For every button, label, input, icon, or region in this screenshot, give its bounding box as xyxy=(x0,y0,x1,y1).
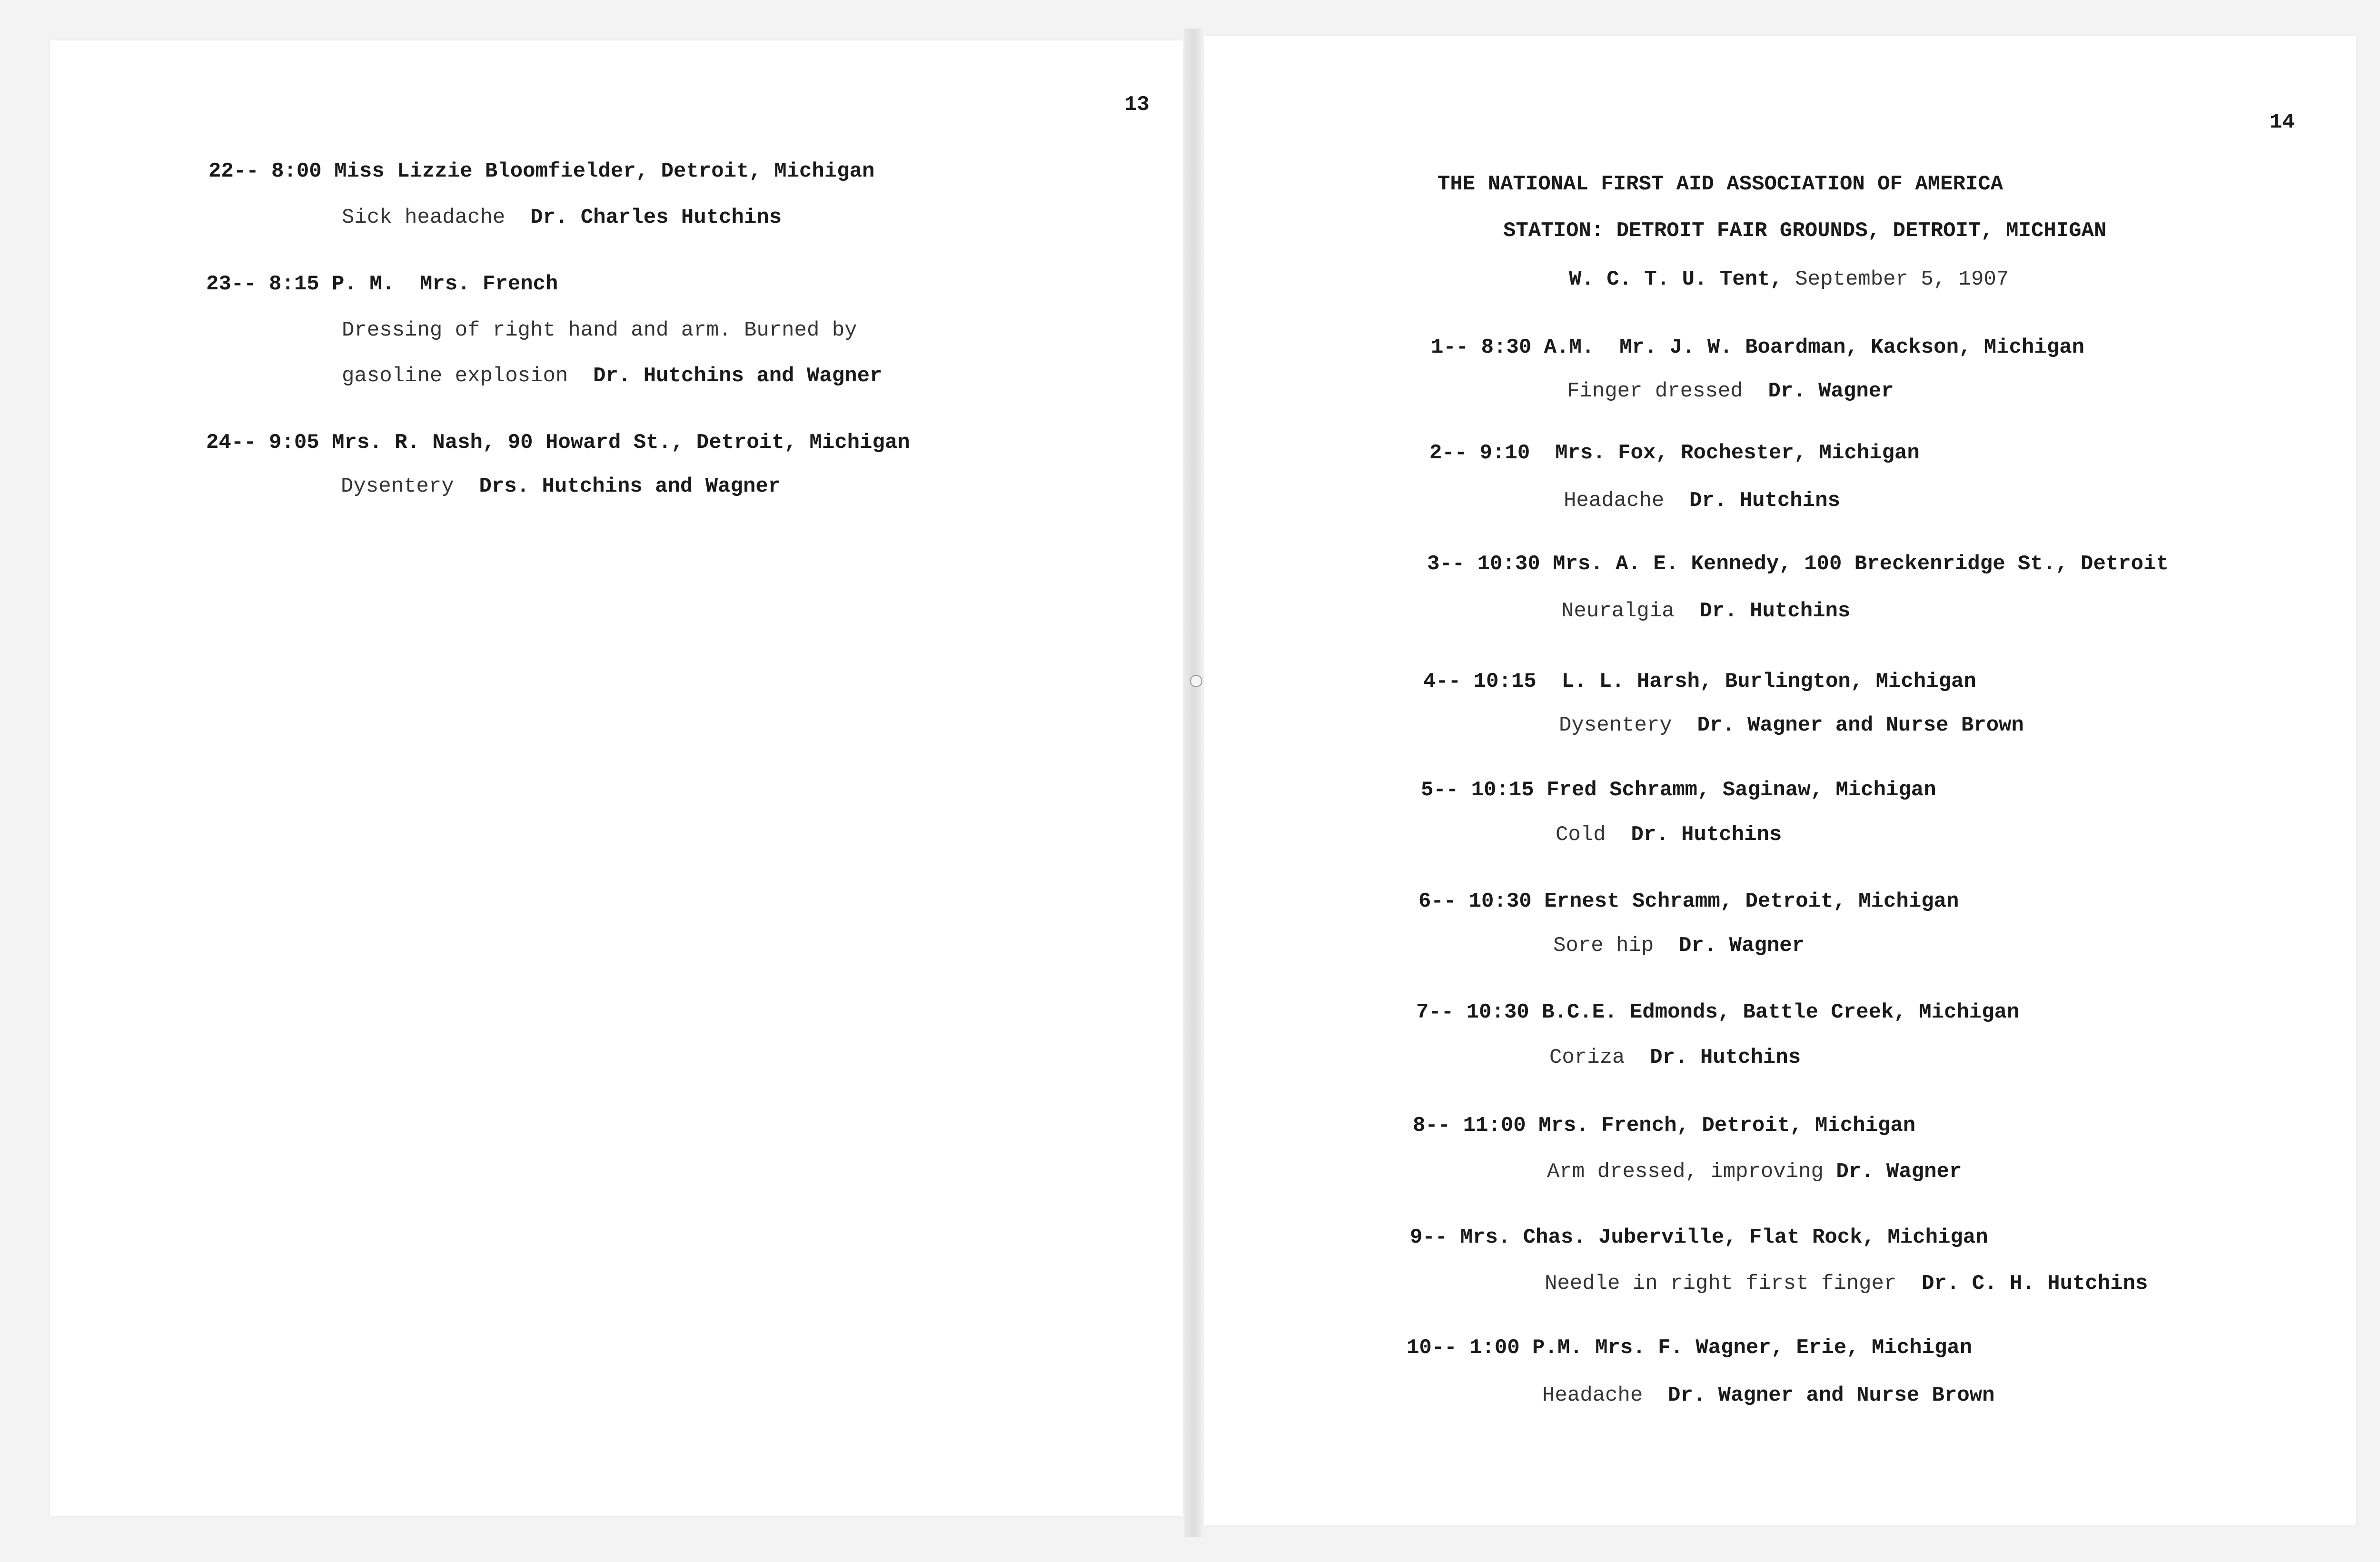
diagnosis-line xyxy=(1553,935,1805,956)
attending-doctor: Dr. Wagner xyxy=(1768,379,1894,403)
patient-name: Mrs. R. Nash, 90 Howard St., Detroit, Michigan xyxy=(332,431,910,455)
book-gutter xyxy=(1184,29,1202,1537)
diagnosis: Headache xyxy=(1564,489,1665,513)
patient-name: Mrs. Chas. Juberville, Flat Rock, Michigan xyxy=(1460,1226,1988,1249)
attending-doctor: Dr. Wagner xyxy=(1836,1160,1962,1184)
diagnosis-line xyxy=(1545,1273,2148,1294)
diagnosis-line xyxy=(342,366,882,386)
entry-number: 1-- xyxy=(1431,336,1469,359)
attending-doctor: Drs. Hutchins and Wagner xyxy=(479,475,781,498)
entry-time: 8:30 A.M. xyxy=(1481,336,1595,359)
entry-line xyxy=(1421,780,1936,801)
entry-time: 8:15 P. M. xyxy=(269,272,395,296)
diagnosis-line xyxy=(1559,715,2024,736)
attending-doctor: Dr. Hutchins xyxy=(1699,599,1851,623)
entry-number: 5-- xyxy=(1421,778,1459,802)
page-number-right: 14 xyxy=(2270,110,2295,134)
entry-line xyxy=(1427,554,2169,574)
entry-time: 10:30 xyxy=(1477,552,1540,576)
binding-hole xyxy=(1190,675,1202,687)
patient-name: Mrs. French, Detroit, Michigan xyxy=(1538,1114,1916,1137)
diagnosis-line xyxy=(1542,1385,1995,1406)
diagnosis-line xyxy=(1556,824,1782,845)
attending-doctor: Dr. Hutchins xyxy=(1650,1046,1801,1069)
patient-name: L. L. Harsh, Burlington, Michigan xyxy=(1561,670,1976,693)
diagnosis: Neuralgia xyxy=(1561,599,1675,623)
entry-line xyxy=(1431,337,2084,358)
entry-line xyxy=(1413,1115,1915,1136)
diagnosis: Finger dressed xyxy=(1567,379,1743,403)
left-page xyxy=(50,40,1183,1516)
attending-doctor: Dr. Charles Hutchins xyxy=(530,206,782,229)
patient-name: Mrs. Fox, Rochester, Michigan xyxy=(1555,441,1920,465)
attending-doctor: Dr. Hutchins and Wagner xyxy=(593,364,883,388)
entry-time: 9:10 xyxy=(1479,441,1530,465)
diagnosis: Cold xyxy=(1556,823,1606,847)
diagnosis: Coriza xyxy=(1549,1046,1625,1069)
diagnosis-line xyxy=(341,476,781,497)
entry-line xyxy=(1407,1337,1972,1358)
patient-name: Miss Lizzie Bloomfielder, Detroit, Michigan xyxy=(334,159,875,183)
document-header-station: STATION: DETROIT FAIR GROUNDS, DETROIT, MICHIGAN xyxy=(1503,219,2107,243)
entry-line xyxy=(1416,1002,2019,1023)
patient-name: Mr. J. W. Boardman, Kackson, Michigan xyxy=(1619,336,2085,359)
entry-time: 8:00 xyxy=(271,159,322,183)
diagnosis: Dysentery xyxy=(341,475,454,498)
diagnosis-line xyxy=(342,320,857,341)
diagnosis-line xyxy=(1561,601,1850,622)
entry-time: 10:30 xyxy=(1468,890,1532,913)
diagnosis: gasoline explosion xyxy=(342,364,568,388)
entry-line xyxy=(1418,891,1959,912)
entry-time: 10:15 xyxy=(1471,778,1534,802)
diagnosis: Arm dressed, improving xyxy=(1547,1160,1824,1184)
entry-line xyxy=(206,274,558,295)
entry-time: 9:05 xyxy=(269,431,319,455)
attending-doctor: Dr. Wagner and Nurse Brown xyxy=(1697,713,2024,737)
diagnosis: Sick headache xyxy=(342,206,506,229)
diagnosis: Needle in right first finger xyxy=(1545,1272,1897,1295)
entry-number: 10-- xyxy=(1407,1336,1457,1360)
entry-number: 23-- xyxy=(206,272,257,296)
entry-line xyxy=(1423,671,1976,692)
diagnosis: Headache xyxy=(1542,1384,1643,1407)
diagnosis: Sore hip xyxy=(1553,934,1654,958)
diagnosis: Dysentery xyxy=(1559,713,1672,737)
diagnosis: Dressing of right hand and arm. Burned by xyxy=(342,318,857,342)
attending-doctor: Dr. Wagner and Nurse Brown xyxy=(1668,1384,1995,1407)
entry-time: 11:00 xyxy=(1463,1114,1526,1137)
patient-name: Fred Schramm, Saginaw, Michigan xyxy=(1547,778,1936,802)
diagnosis-line xyxy=(1549,1047,1801,1068)
attending-doctor: Dr. Hutchins xyxy=(1689,489,1840,513)
attending-doctor: Dr. Wagner xyxy=(1679,934,1805,958)
attending-doctor: Dr. Hutchins xyxy=(1631,823,1782,847)
entry-number: 22-- xyxy=(208,159,259,183)
entry-number: 3-- xyxy=(1427,552,1465,576)
entry-time: 10:30 xyxy=(1466,1000,1529,1024)
patient-name: Mrs. French xyxy=(419,272,558,296)
entry-line xyxy=(1410,1227,1988,1248)
entry-number: 2-- xyxy=(1429,441,1468,465)
tent-name: W. C. T. U. Tent, xyxy=(1569,267,1783,291)
diagnosis-line xyxy=(1564,490,1840,511)
entry-line xyxy=(206,432,910,453)
entry-number: 7-- xyxy=(1416,1000,1454,1024)
entry-number: 24-- xyxy=(206,431,257,455)
document-date: September 5, 1907 xyxy=(1795,267,2009,291)
patient-name: B.C.E. Edmonds, Battle Creek, Michigan xyxy=(1542,1000,2020,1024)
entry-number: 8-- xyxy=(1413,1114,1451,1137)
patient-name: Mrs. F. Wagner, Erie, Michigan xyxy=(1595,1336,1973,1360)
patient-name: Mrs. A. E. Kennedy, 100 Breckenridge St., Detroit xyxy=(1553,552,2169,576)
entry-number: 9-- xyxy=(1410,1226,1448,1249)
diagnosis-line xyxy=(1567,381,1894,402)
entry-number: 6-- xyxy=(1418,890,1457,913)
diagnosis-line xyxy=(1547,1161,1962,1182)
document-header-org: THE NATIONAL FIRST AID ASSOCIATION OF AMERICA xyxy=(1438,172,2003,196)
entry-time: 10:15 xyxy=(1473,670,1537,693)
diagnosis-line xyxy=(342,207,782,228)
page-number-left: 13 xyxy=(1124,93,1150,117)
attending-doctor: Dr. C. H. Hutchins xyxy=(1922,1272,2148,1295)
patient-name: Ernest Schramm, Detroit, Michigan xyxy=(1544,890,1959,913)
document-header-location xyxy=(1569,269,2009,290)
entry-line xyxy=(1429,443,1920,464)
entry-number: 4-- xyxy=(1423,670,1461,693)
entry-line xyxy=(208,161,874,182)
entry-time: 1:00 P.M. xyxy=(1469,1336,1583,1360)
